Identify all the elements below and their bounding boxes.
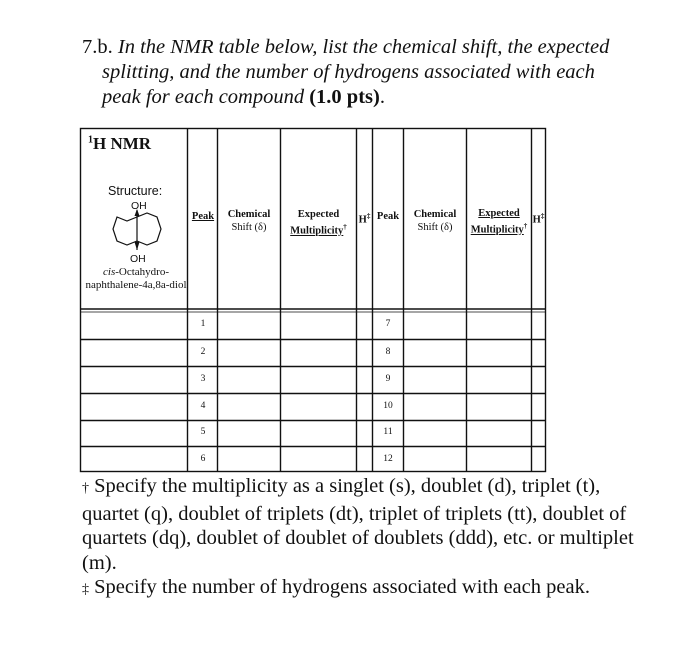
question-line1: In the NMR table below, list the chemical shift, the expected: [117, 36, 610, 58]
header-multiplicity-right: [467, 207, 531, 237]
header-mult1-left: Expected: [297, 209, 340, 220]
question-line2: splitting, and the number of hydrogens associated with each: [102, 61, 595, 83]
title-text: H NMR: [93, 134, 152, 153]
peak-number: 8: [385, 347, 391, 357]
table-title: [88, 134, 151, 154]
oh-label-bottom: OH: [130, 253, 146, 265]
wedge-bond-bottom: [135, 242, 140, 250]
header-mult2-left: Multiplicity: [290, 225, 344, 237]
header-chem2-right: Shift (δ): [417, 222, 453, 233]
header-h-right: [532, 210, 545, 227]
header-chem1-right: Chemical: [413, 209, 457, 220]
peak-number: 5: [200, 427, 206, 437]
structure-label: Structure:: [108, 184, 163, 198]
question-period: .: [379, 86, 385, 108]
header-h-left-text: H: [358, 214, 367, 226]
footnote-hydrogen: [82, 575, 642, 603]
header-h-left: [357, 210, 372, 227]
question-number: 7.b.: [82, 36, 113, 58]
compound-name-rest: -Octahydro-naphthalene-4a,8a-diol: [85, 266, 187, 291]
compound-name-prefix: cis: [103, 266, 116, 278]
peak-number: 7: [385, 319, 391, 329]
double-dagger-mark-right: ‡: [540, 212, 545, 220]
oh-label-top: OH: [131, 200, 147, 212]
header-chem1-left: Chemical: [227, 209, 271, 220]
header-peak-right: [373, 210, 403, 223]
double-dagger-symbol: ‡: [82, 582, 89, 597]
dagger-mark-left: †: [343, 223, 347, 231]
hydrogen-note-text: Specify the number of hydrogens associated with each peak.: [94, 576, 590, 598]
peak-number: 11: [383, 427, 393, 437]
header-multiplicity-left: [281, 208, 356, 238]
header-chemical-shift-right: [404, 208, 466, 234]
title-superscript: 1: [88, 134, 93, 146]
dagger-mark-right: †: [523, 222, 528, 230]
header-mult1-right: Expected: [478, 208, 520, 219]
peak-number: 4: [200, 401, 206, 411]
header-peak-left: [188, 210, 218, 223]
header-peak-left-text: Peak: [191, 211, 215, 222]
header-h-right-text: H: [532, 214, 541, 226]
peak-number: 10: [383, 401, 393, 411]
dagger-symbol: †: [82, 481, 89, 496]
peak-number: 3: [200, 374, 206, 384]
footnotes: [82, 474, 642, 603]
peak-number: 12: [383, 454, 393, 464]
multiplicity-note-text: Specify the multiplicity as a singlet (s), doublet (d), triplet (t), quartet (q), doublet of triplets (dt), triplet of triplets (tt), doublet of quartets (dq), doublet of doublet of doublets (ddd), etc. or multiplet (m).: [82, 475, 634, 574]
header-chemical-shift-left: [218, 208, 280, 234]
compound-name: [84, 266, 188, 292]
peak-number: 6: [200, 454, 206, 464]
header-peak-right-text: Peak: [376, 211, 400, 222]
peak-number: 1: [200, 319, 206, 329]
question-line3: peak for each compound: [102, 86, 305, 108]
peak-number: 2: [200, 347, 206, 357]
question-points: (1.0 pts): [309, 86, 380, 108]
peak-number: 9: [385, 374, 391, 384]
double-dagger-mark-left: ‡: [366, 212, 371, 220]
header-mult2-right: Multiplicity: [470, 224, 524, 236]
footnote-multiplicity: [82, 474, 642, 575]
header-chem2-left: Shift (δ): [231, 222, 267, 233]
